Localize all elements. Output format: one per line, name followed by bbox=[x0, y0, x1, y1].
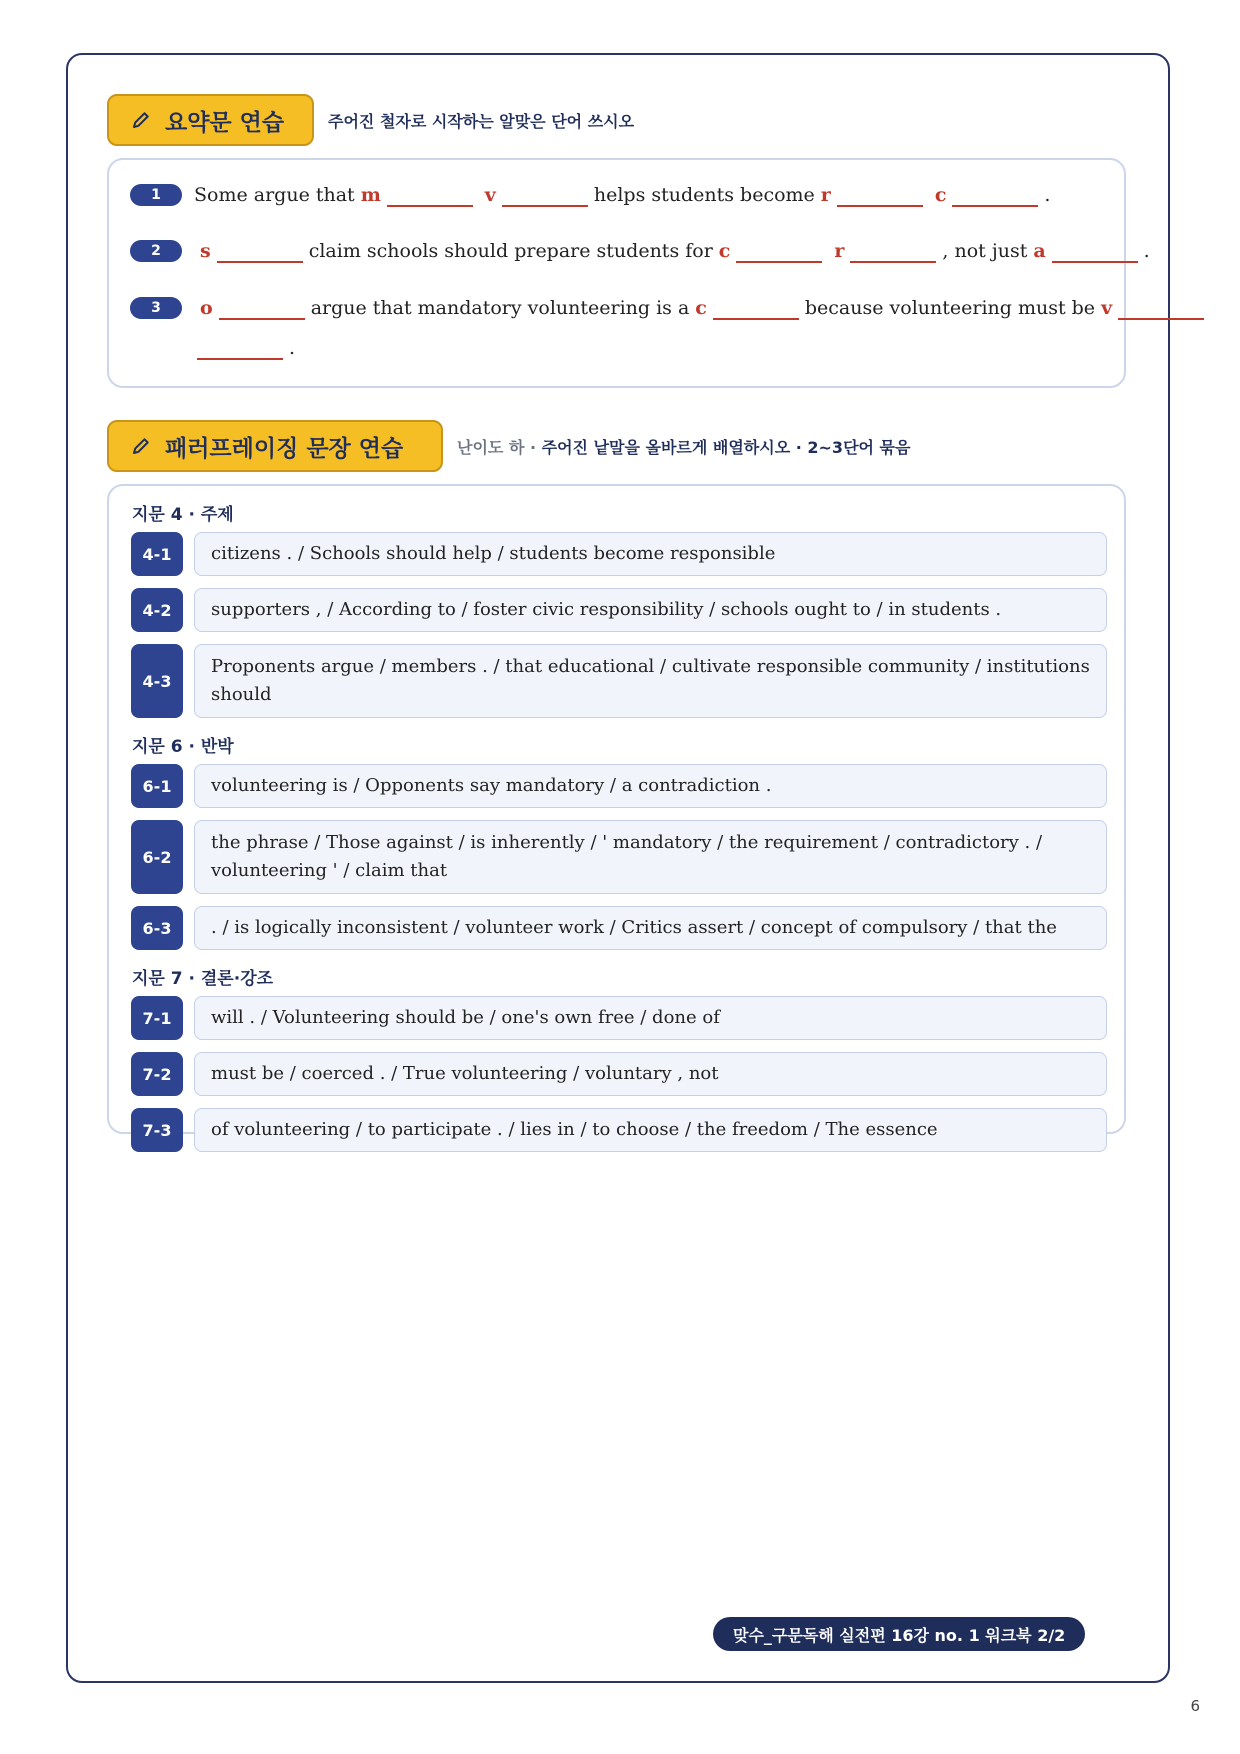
scramble-item bbox=[131, 996, 1107, 1040]
item-number-badge: 3 bbox=[130, 297, 182, 319]
scrambled-phrases-box: citizens . / Schools should help / students become responsible bbox=[194, 532, 1107, 576]
initial-letter-hint: r bbox=[820, 184, 831, 206]
sentence-text: . bbox=[1044, 184, 1051, 206]
item-number-badge: 1 bbox=[130, 184, 182, 206]
summary-item-continuation bbox=[197, 336, 295, 360]
scramble-item bbox=[131, 644, 1107, 718]
item-number-badge: 6-2 bbox=[131, 820, 183, 894]
scrambled-phrases-box: the phrase / Those against / is inherently / ' mandatory / the requirement / contradictory . / volunteering ' / claim that bbox=[194, 820, 1107, 894]
pencil-icon bbox=[131, 436, 151, 456]
scrambled-phrases-box: volunteering is / Opponents say mandatory / a contradiction . bbox=[194, 764, 1107, 808]
scramble-item bbox=[131, 906, 1107, 950]
blank-input[interactable] bbox=[1052, 239, 1138, 263]
paraphrase-instruction-line bbox=[457, 435, 910, 458]
summary-item bbox=[130, 183, 1050, 207]
blank-input[interactable] bbox=[219, 296, 305, 320]
item-number-badge: 7-1 bbox=[131, 996, 183, 1040]
initial-letter-hint: s bbox=[200, 240, 211, 262]
item-number-badge: 7-3 bbox=[131, 1108, 183, 1152]
sentence-text: . bbox=[1143, 240, 1150, 262]
initial-letter-hint: v bbox=[1101, 297, 1113, 319]
blank-input[interactable] bbox=[197, 336, 283, 360]
item-number-badge: 4-1 bbox=[131, 532, 183, 576]
summary-item bbox=[130, 296, 1210, 320]
sentence-text: claim schools should prepare students for bbox=[308, 240, 713, 262]
initial-letter-hint: o bbox=[200, 297, 213, 319]
summary-item bbox=[130, 239, 1150, 263]
summary-instruction: 주어진 철자로 시작하는 알맞은 단어 쓰시오 bbox=[328, 112, 635, 131]
blank-input[interactable] bbox=[1118, 296, 1204, 320]
sentence-text: because volunteering must be bbox=[804, 297, 1096, 319]
scramble-item bbox=[131, 1108, 1107, 1152]
paraphrase-section-title: 패러프레이징 문장 연습 bbox=[165, 435, 404, 462]
blank-input[interactable] bbox=[837, 183, 923, 207]
blank-input[interactable] bbox=[217, 239, 303, 263]
sentence-text: , not just bbox=[942, 240, 1028, 262]
initial-letter-hint: v bbox=[484, 184, 496, 206]
scramble-item bbox=[131, 532, 1107, 576]
blank-input[interactable] bbox=[850, 239, 936, 263]
sentence-text: Some argue that bbox=[194, 184, 355, 206]
scrambled-phrases-box: of volunteering / to participate . / lies in / to choose / the freedom / The essence bbox=[194, 1108, 1107, 1152]
scrambled-phrases-box: will . / Volunteering should be / one's own free / done of bbox=[194, 996, 1107, 1040]
sentence-text: argue that mandatory volunteering is a bbox=[310, 297, 690, 319]
sentence-text: helps students become bbox=[593, 184, 815, 206]
initial-letter-hint: m bbox=[360, 184, 381, 206]
scrambled-phrases-box: supporters , / According to / foster civic responsibility / schools ought to / in students . bbox=[194, 588, 1107, 632]
item-number-badge: 6-3 bbox=[131, 906, 183, 950]
paraphrase-section-tag bbox=[107, 420, 443, 472]
scramble-item bbox=[131, 588, 1107, 632]
pencil-icon bbox=[131, 110, 151, 130]
initial-letter-hint: c bbox=[934, 184, 947, 206]
initial-letter-hint: c bbox=[695, 297, 707, 319]
item-number-badge: 6-1 bbox=[131, 764, 183, 808]
footer-badge: 맞수_구문독해 실전편 16강 no. 1 워크북 2/2 bbox=[713, 1617, 1085, 1651]
summary-section-tag bbox=[107, 94, 314, 146]
passage-group-label: 지문 6 · 반박 bbox=[132, 737, 234, 757]
blank-input[interactable] bbox=[952, 183, 1038, 207]
blank-input[interactable] bbox=[736, 239, 822, 263]
paraphrase-instruction: 주어진 낱말을 올바르게 배열하시오 · 2~3단어 묶음 bbox=[541, 438, 911, 457]
scrambled-phrases-box: Proponents argue / members . / that educational / cultivate responsible community / institutions should bbox=[194, 644, 1107, 718]
scramble-item bbox=[131, 1052, 1107, 1096]
blank-input[interactable] bbox=[713, 296, 799, 320]
summary-section-title: 요약문 연습 bbox=[165, 109, 285, 136]
summary-continuation-text: . bbox=[289, 337, 296, 359]
initial-letter-hint: r bbox=[834, 240, 845, 262]
item-number-badge: 4-2 bbox=[131, 588, 183, 632]
item-number-badge: 2 bbox=[130, 240, 182, 262]
scramble-item bbox=[131, 820, 1107, 894]
passage-group-label: 지문 4 · 주제 bbox=[132, 505, 234, 525]
scrambled-phrases-box: must be / coerced . / True volunteering / voluntary , not bbox=[194, 1052, 1107, 1096]
item-number-badge: 4-3 bbox=[131, 644, 183, 718]
initial-letter-hint: a bbox=[1033, 240, 1046, 262]
page-number: 6 bbox=[1190, 1697, 1200, 1715]
scramble-item bbox=[131, 764, 1107, 808]
blank-input[interactable] bbox=[502, 183, 588, 207]
blank-input[interactable] bbox=[387, 183, 473, 207]
passage-group-label: 지문 7 · 결론·강조 bbox=[132, 969, 274, 989]
initial-letter-hint: c bbox=[718, 240, 731, 262]
difficulty-label: 난이도 하 · bbox=[457, 438, 537, 457]
scrambled-phrases-box: . / is logically inconsistent / volunteer work / Critics assert / concept of compulsory / that the bbox=[194, 906, 1107, 950]
item-number-badge: 7-2 bbox=[131, 1052, 183, 1096]
